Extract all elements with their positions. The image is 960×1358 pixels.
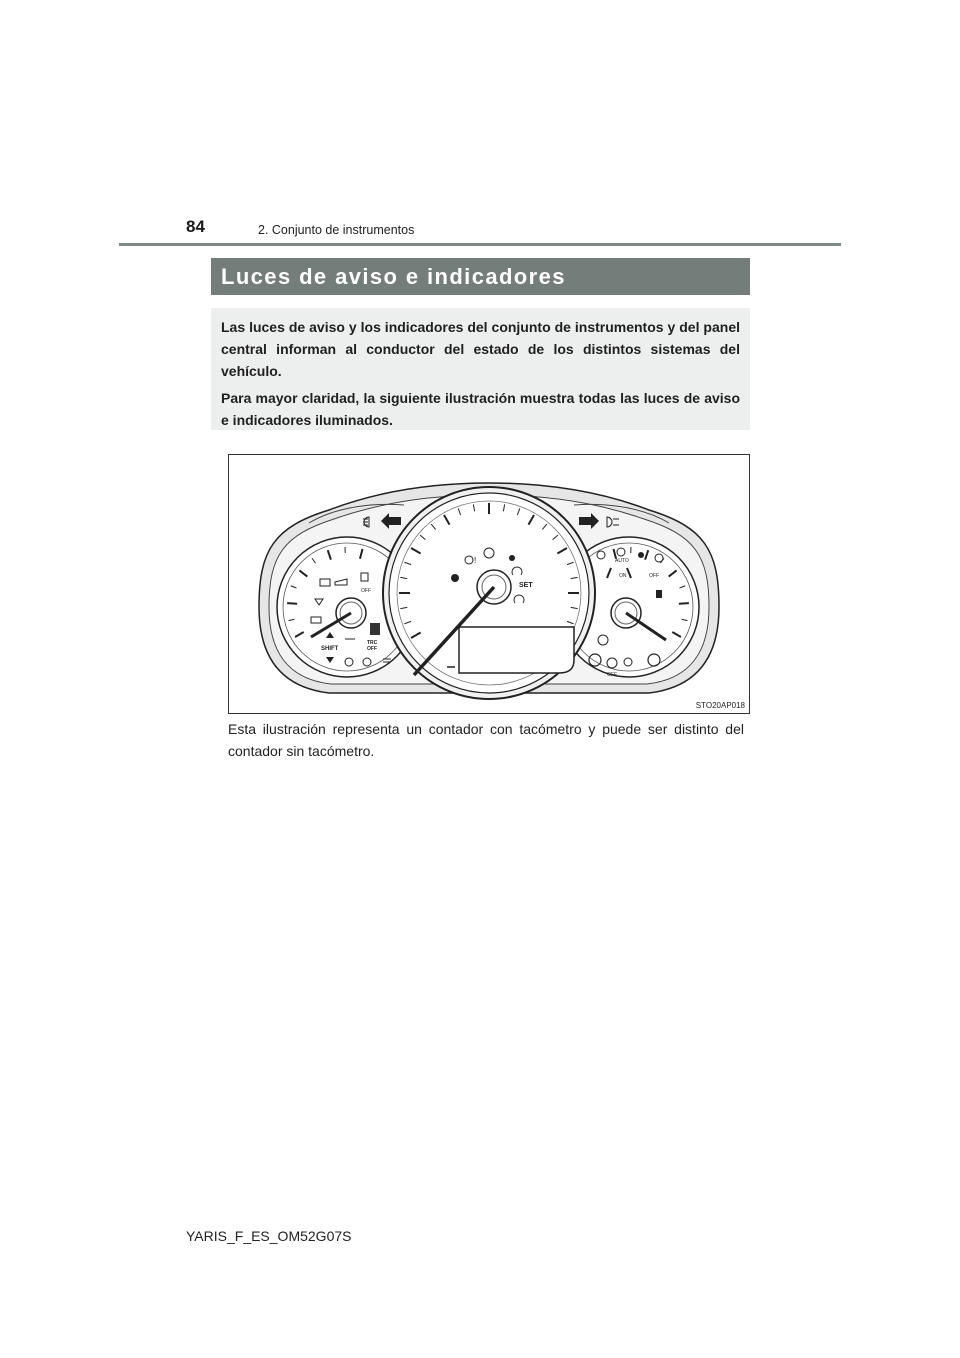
on-label: ON xyxy=(619,573,627,579)
trc-off-label: OFF xyxy=(367,646,377,652)
figure-code: STO20AP018 xyxy=(695,701,745,710)
airbag-icon xyxy=(451,574,459,582)
figure-caption: Esta ilustración representa un contador con tacómetro y puede ser distinto del contador sin tacómetro. xyxy=(228,721,744,759)
seatbelt-icon xyxy=(509,555,515,561)
page-number: 84 xyxy=(186,217,205,236)
intro-paragraph: Las luces de aviso y los indicadores del conjunto de instrumentos y del panel central informan al conductor del estado de los distintos sistemas del vehículo. xyxy=(221,319,740,379)
trc-label: TRC xyxy=(367,640,378,646)
set-label: SET xyxy=(519,582,533,589)
auto-stop-off-label: OFF xyxy=(607,672,617,678)
gauge-tick xyxy=(679,603,689,604)
intro-paragraph: Para mayor claridad, la siguiente ilustración muestra todas las luces de aviso e indicadores iluminados. xyxy=(221,390,740,428)
vsc-off-label: OFF xyxy=(361,588,371,594)
intro-box xyxy=(211,308,750,430)
shift-label: SHIFT xyxy=(321,646,339,652)
svg-text:!: ! xyxy=(474,556,477,565)
fuel-icon xyxy=(656,590,662,598)
instrument-cluster-figure xyxy=(228,454,750,714)
page-heading: Luces de aviso e indicadores xyxy=(211,258,750,295)
center-gauge xyxy=(383,487,595,699)
airbag-off-label: OFF xyxy=(649,573,659,579)
auto-label: AUTO xyxy=(615,558,629,564)
slip-indicator-icon xyxy=(370,623,380,635)
gauge-tick xyxy=(287,603,297,604)
header-rule xyxy=(119,243,841,246)
section-title: 2. Conjunto de instrumentos xyxy=(258,223,415,237)
instrument-cluster-illustration xyxy=(229,455,749,713)
passenger-airbag-icon xyxy=(638,552,644,558)
footer-document-code: YARIS_F_ES_OM52G07S xyxy=(186,1228,352,1244)
